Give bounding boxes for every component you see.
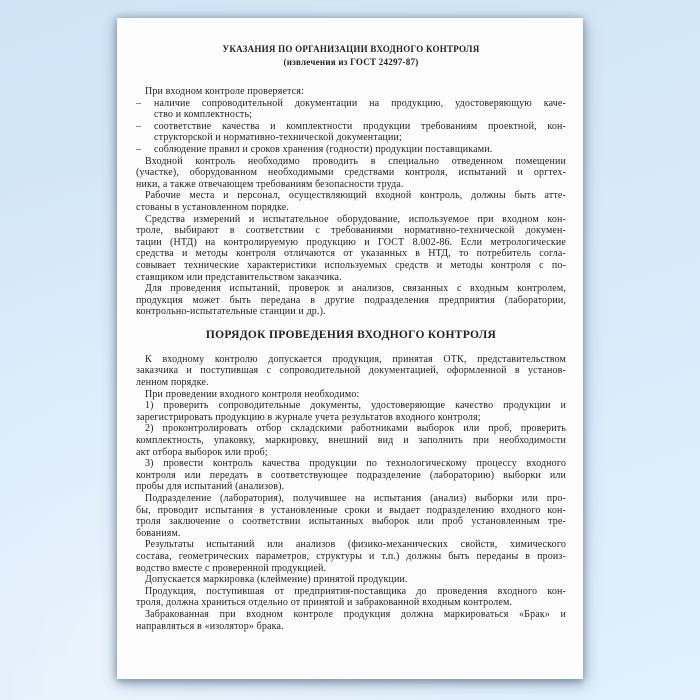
text-line: зарегистрировать продукцию в журнале учета результатов входного контроля; [136, 411, 481, 423]
text-line: тации (НТД) на контролируемую продукцию и ГОСТ 8.002-86. Если метрологические [136, 236, 566, 248]
text-line: При входном контроле проверяется: [145, 86, 304, 97]
paragraph [136, 609, 566, 632]
text-line: ство и комплектность; [154, 109, 253, 121]
document-content [117, 18, 583, 632]
list-item [136, 121, 566, 144]
text-line: заказчика и поступившая с сопроводительной документацией, оформленной в установ- [136, 365, 566, 377]
text-line: наличие сопроводительной документации на продукцию, удостоверяющую каче- [154, 97, 566, 109]
text-line: пробы для испытаний (анализов). [136, 481, 285, 493]
text-line: (участке), оборудованном необходимыми средствами контроля, испытаний и оргтех- [136, 167, 566, 179]
text-line: Подразделение (лаборатория), получившее на испытания (анализ) выборки или про- [145, 493, 566, 504]
list-item [136, 144, 566, 156]
text-line: стованы в установленном порядке. [136, 201, 289, 213]
text-line: направляться в «изолятор» брака. [136, 620, 284, 632]
document-title: УКАЗАНИЯ ПО ОРГАНИЗАЦИИ ВХОДНОГО КОНТРОЛЯ [222, 44, 480, 54]
paragraph [136, 214, 566, 284]
paragraph [136, 458, 566, 493]
document-body [136, 86, 566, 632]
text-line: Рабочие места и персонал, осуществляющий входной контроль, должны быть атте- [145, 190, 566, 202]
list-item [136, 98, 566, 121]
text-line: структорской и нормативно-технической документации; [154, 132, 402, 144]
list-marker: – [136, 97, 142, 109]
paragraph [136, 156, 566, 191]
text-line: состава, геометрических параметров, структуры и т.п.) должны быть переданы в произ- [136, 550, 566, 562]
text-line: ленном порядке. [136, 377, 209, 389]
document-subtitle: (извлечения из ГОСТ 24297-87) [283, 57, 419, 67]
text-line: 3) провести контроль качества продукции по технологическому процессу входного [145, 458, 566, 470]
text-line: Забракованная при входном контроле продукция должна маркироваться «Брак» и [145, 608, 566, 620]
text-line: соблюдение правил и сроков хранения (годности) продукции поставщиками. [154, 143, 493, 155]
paragraph [136, 586, 566, 609]
text-line: комплектность, упаковку, маркировку, внешний вид и заполнить при необходимости [136, 435, 566, 447]
text-line: акт отбора выборок или проб; [136, 446, 268, 458]
text-line: средства и методы контроля отличаются от указанных в НТД, то потребитель согла- [136, 248, 566, 260]
text-line: Входной контроль необходимо проводить в специально отведенном помещении [145, 155, 566, 167]
list-marker: – [136, 143, 142, 155]
text-line: При проведении входного контроля необходимо: [145, 388, 360, 400]
text-line: водство вместе с проверенной продукцией. [136, 562, 327, 574]
text-line: 2) проконтролировать отбор складскими работниками выборок или проб, проверить [145, 423, 566, 435]
section-heading: ПОРЯДОК ПРОВЕДЕНИЯ ВХОДНОГО КОНТРОЛЯ [205, 328, 497, 341]
paragraph [136, 493, 566, 539]
text-line: контроля или передать в соответствующее подразделение (лабораторию) выборки или [136, 469, 566, 481]
paragraph [136, 423, 566, 458]
text-line: ставщиком или представительством заказчика. [136, 271, 342, 283]
paragraph [136, 283, 566, 318]
text-line: Допускается маркировка (клеймение) принятой продукции. [145, 574, 408, 586]
text-line: соответствие качества и комплектности продукции требованиям проектной, кон- [154, 120, 566, 132]
text-line: ники, а также отвечающем требованиям безопасности труда. [136, 178, 404, 190]
text-line: Продукция, поступившая от предприятия-поставщика до проведения входного кон- [145, 585, 566, 597]
text-line: Результаты испытаний или анализов (физико-механических свойств, химического [145, 539, 566, 551]
paragraph [136, 389, 566, 401]
text-line: троля, должна храниться отдельно от принятой и забракованной входным контролем. [136, 597, 513, 609]
paragraph [136, 574, 566, 586]
text-line: троле, выбирают в соответствии с требованиями нормативно-технической докумен- [136, 225, 566, 237]
paragraph [136, 190, 566, 213]
text-line: продукция может быть передана в другие подразделения предприятия (лаборатории, [136, 294, 566, 306]
paragraph [136, 539, 566, 574]
text-line: бы, проводит испытания в установленные сроки и выдает подразделению входного кон- [136, 504, 566, 516]
text-line: контрольно-испытательные станции и др.). [136, 306, 326, 318]
text-line: троля заключение о соответствии испытанных выборок или проб установленным тре- [136, 516, 566, 528]
text-line: бованиям. [136, 527, 181, 539]
text-line: Средства измерений и испытательное оборудование, используемое при входном кон- [145, 213, 566, 225]
text-line: 1) проверить сопроводительные документы, удостоверяющие качество продукции и [145, 400, 566, 412]
text-line: Для проведения испытаний, проверок и анализов, связанных с входным контролем, [145, 283, 566, 295]
list-marker: – [136, 120, 142, 132]
document-page [117, 18, 583, 679]
text-line: совывает технические характеристики используемых средств и методы контроля с по- [136, 259, 566, 271]
paragraph [136, 86, 566, 98]
paragraph [136, 354, 566, 389]
text-line: К входному контролю допускается продукция, принятая ОТК, представительством [145, 353, 566, 365]
paragraph [136, 400, 566, 423]
